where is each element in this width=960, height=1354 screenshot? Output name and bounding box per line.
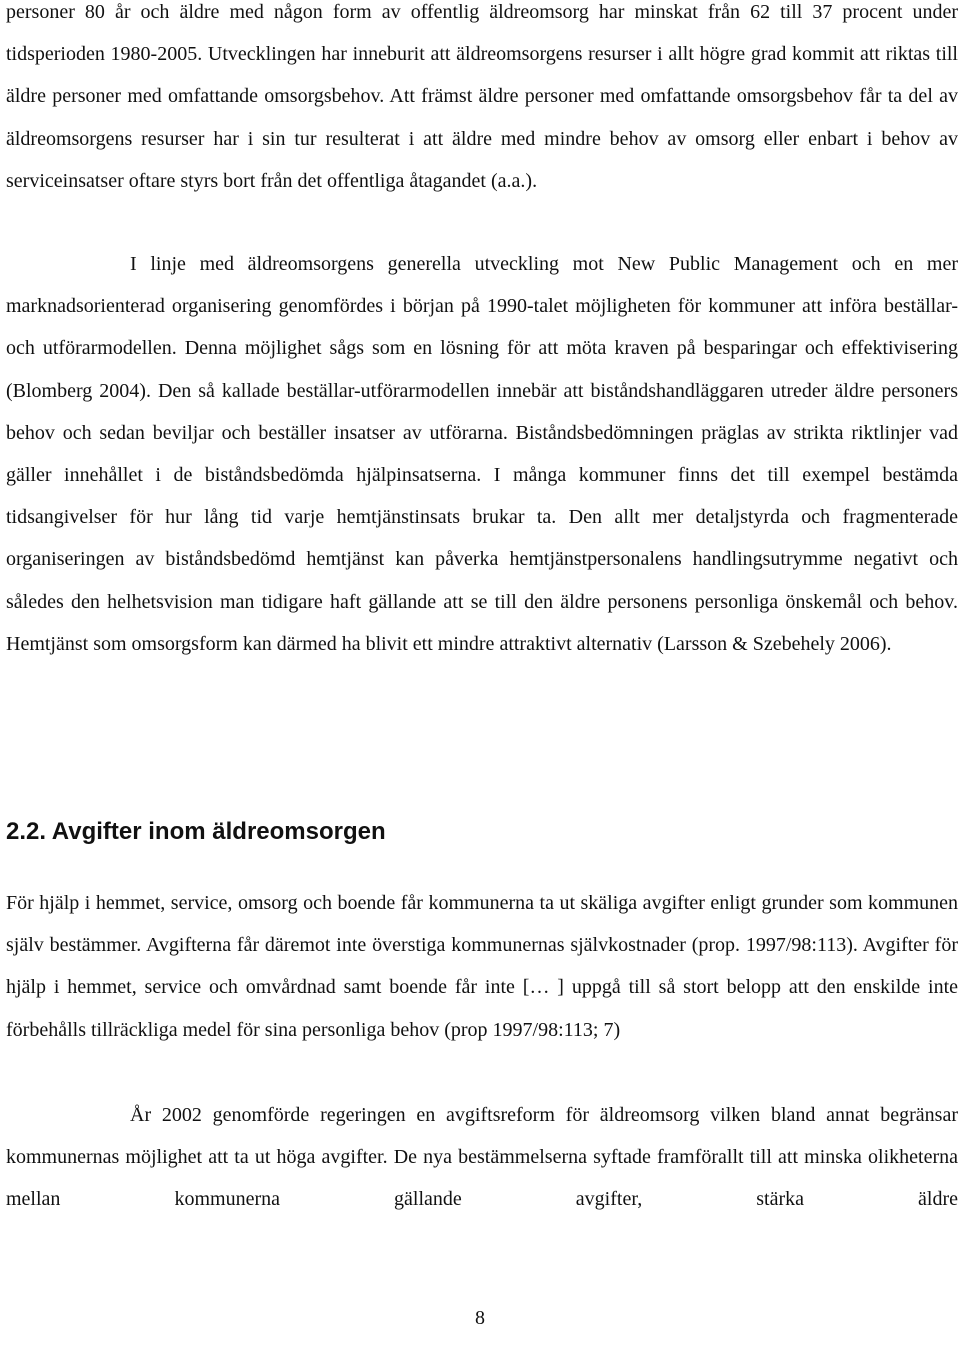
paragraph-new-public-management: I linje med äldreomsorgens generella utveckling mot New Public Management och en mer marknadsorienterad organisering genomfördes i början på 1990-talet möjligheten för kommuner att införa beställar- och utförarmodellen. Denna möjlighet sågs som en lösning för att möta kraven på besparingar och effektivisering (Blomberg 2004). Den så kallade beställar-utförarmodellen innebär att biståndshandläggaren utreder äldre personers behov och sedan beviljar och beställer insatser av utförarna. Biståndsbedömningen präglas av strikta riktlinjer vad gäller innehållet i de biståndsbedömda hjälpinsatserna. I många kommuner finns det till exempel bestämda tidsangivelser för hur lång tid varje hemtjänstinsats brukar ta. Den allt mer detaljstyrda och fragmenterade organiseringen av biståndsbedömd hemtjänst kan påverka hemtjänstpersonalens handlingsutrymme negativt och således den helhetsvision man tidigare haft gällande att se till den äldre personens personliga önskemål och behov. Hemtjänst som omsorgsform kan därmed ha blivit ett mindre attraktivt alternativ (Larsson & Szebehely 2006).	[6, 253, 958, 655]
section-heading: 2.2. Avgifter inom äldreomsorgen	[6, 818, 386, 845]
page-number: 8	[475, 1307, 485, 1329]
paragraph-fee-reform: År 2002 genomförde regeringen en avgiftsreform för äldreomsorg vilken bland annat begränsar kommunernas möjlighet att ta ut höga avgifter. De nya bestämmelserna syftade framförallt till att minska olikheterna mellan kommunerna gällande avgifter, stärka äldre	[6, 1104, 958, 1211]
paragraph-intro-continued: personer 80 år och äldre med någon form av offentlig äldreomsorg har minskat från 62 till 37 procent under tidsperioden 1980-2005. Utvecklingen har inneburit att äldreomsorgens resurser i allt högre grad kommit att riktas till äldre personer med omfattande omsorgsbehov. Att främst äldre personer med omfattande omsorgsbehov får ta del av äldreomsorgens resurser har i sin tur resulterat i att äldre med mindre behov av omsorg eller enbart i behov av serviceinsatser oftare styrs bort från det offentliga åtagandet (a.a.).	[6, 1, 958, 192]
paragraph-fees: För hjälp i hemmet, service, omsorg och boende får kommunerna ta ut skäliga avgifter enligt grunder som kommunen själv bestämmer. Avgifterna får däremot inte överstiga kommunernas självkostnader (prop. 1997/98:113). Avgifter för hjälp i hemmet, service och omvårdnad samt boende får inte [… ] uppgå till så stort belopp att den enskilde inte förbehålls tillräckliga medel för sina personliga behov (prop 1997/98:113; 7)	[6, 892, 958, 1041]
